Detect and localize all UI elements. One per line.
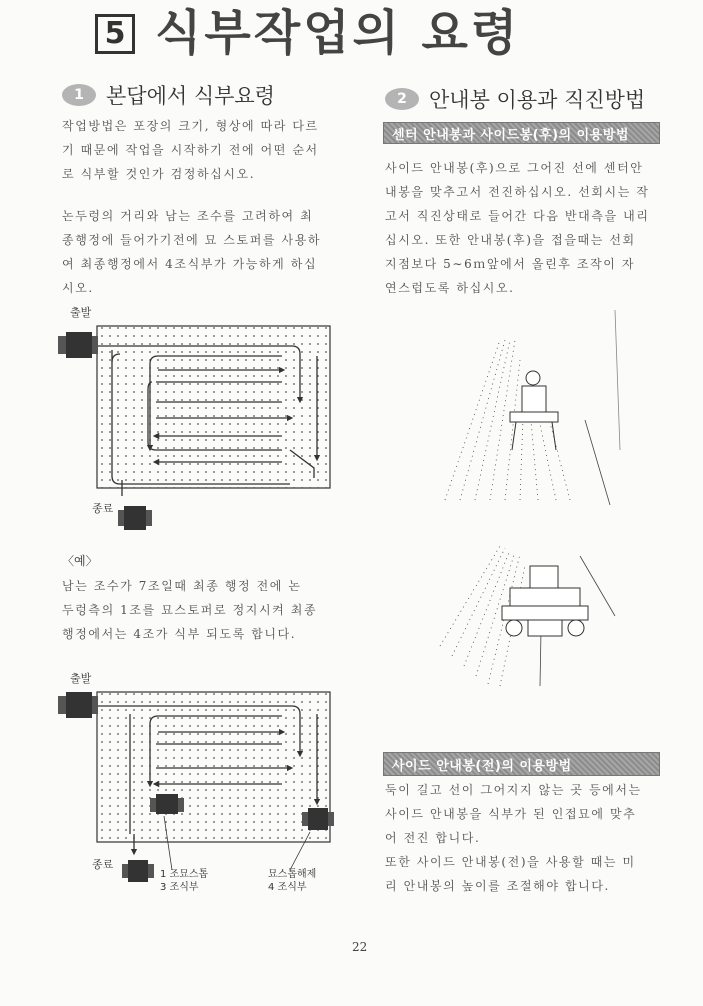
diagram2-start-label: 출발 xyxy=(70,672,92,685)
tractor-start-icon xyxy=(58,332,98,358)
section-2-title: 안내봉 이용과 직진방법 xyxy=(429,88,646,112)
caption-left-line-1: 1 조묘스톱 xyxy=(160,869,209,880)
caption-right-line-2: 4 조식부 xyxy=(268,882,307,893)
caption-right-line-1: 묘스톱해제 xyxy=(268,869,317,880)
illustration-center-guide xyxy=(420,300,630,515)
chapter-number: 5 xyxy=(104,16,126,51)
diagram1-end-label: 종료 xyxy=(92,502,114,515)
tractor-end-icon xyxy=(122,860,154,882)
section-2-number: 2 xyxy=(385,88,419,110)
section-1-number: 1 xyxy=(62,84,96,106)
left-paragraph-3: 남는 조수가 7조일때 최종 행정 전에 논 두렁측의 1조를 묘스토퍼로 정지시켜 최종 행정에서는 4조가 식부 되도록 합니다. xyxy=(62,579,318,641)
illustration-transplanter xyxy=(430,536,630,696)
tractor-end-icon xyxy=(118,506,152,530)
chapter-number-box xyxy=(95,14,135,54)
diagram2-caption-right xyxy=(268,868,316,894)
right-paragraph-1: 사이드 안내봉(후)으로 그어진 선에 센터안 내봉을 맞추고서 전진하십시오. 선회시는 작 고서 직진상태로 들어간 다음 반대측을 내리 십시오. 또한 안내봉(후)을 접을때는 선회 지점보다 5∼6ｍ앞에서 올린후 조작이 자 연스럽도록 하십시오. xyxy=(385,161,650,295)
right-paragraph-2: 둑이 길고 선이 그어지지 않는 곳 등에서는 사이드 안내봉을 식부가 된 인접묘에 맞추 어 전진 합니다. 또한 사이드 안내봉(전)을 사용할 때는 미 리 안내봉의 높이를 조절해야 합니다. xyxy=(385,783,642,893)
left-paragraph-1: 작업방법은 포장의 크기, 형상에 따라 다르 기 때문에 작업을 시작하기 전에 어떤 순서 로 식부할 것인가 검정하십시오. xyxy=(62,119,319,181)
caption-left-line-2: 3 조식부 xyxy=(160,882,199,893)
diagram1-start-label: 출발 xyxy=(70,306,92,319)
example-label: 〈예〉 xyxy=(62,554,98,568)
section-2-heading xyxy=(385,84,645,114)
left-paragraph-2: 논두렁의 거리와 남는 조수를 고려하여 최 종행정에 들어가기전에 묘 스토퍼를 사용하 여 최종행정에서 4조식부가 가능하게 하십 시오. xyxy=(62,209,322,295)
page-number: 22 xyxy=(352,940,368,954)
section-1-heading xyxy=(62,80,275,110)
section-1-title: 본답에서 식부요령 xyxy=(106,84,275,108)
diagram2-caption-left xyxy=(160,868,208,894)
tractor-start-icon xyxy=(58,692,98,718)
banner-center-guide: 센터 안내봉과 사이드봉(후)의 이용방법 xyxy=(383,122,660,144)
transplanter-machine xyxy=(502,566,588,636)
operator-figure xyxy=(510,371,558,450)
diagram2-end-label: 종료 xyxy=(92,858,114,871)
page-title: 식부작업의 요령 xyxy=(155,5,521,61)
banner-side-guide-front: 사이드 안내봉(전)의 이용방법 xyxy=(383,752,660,776)
